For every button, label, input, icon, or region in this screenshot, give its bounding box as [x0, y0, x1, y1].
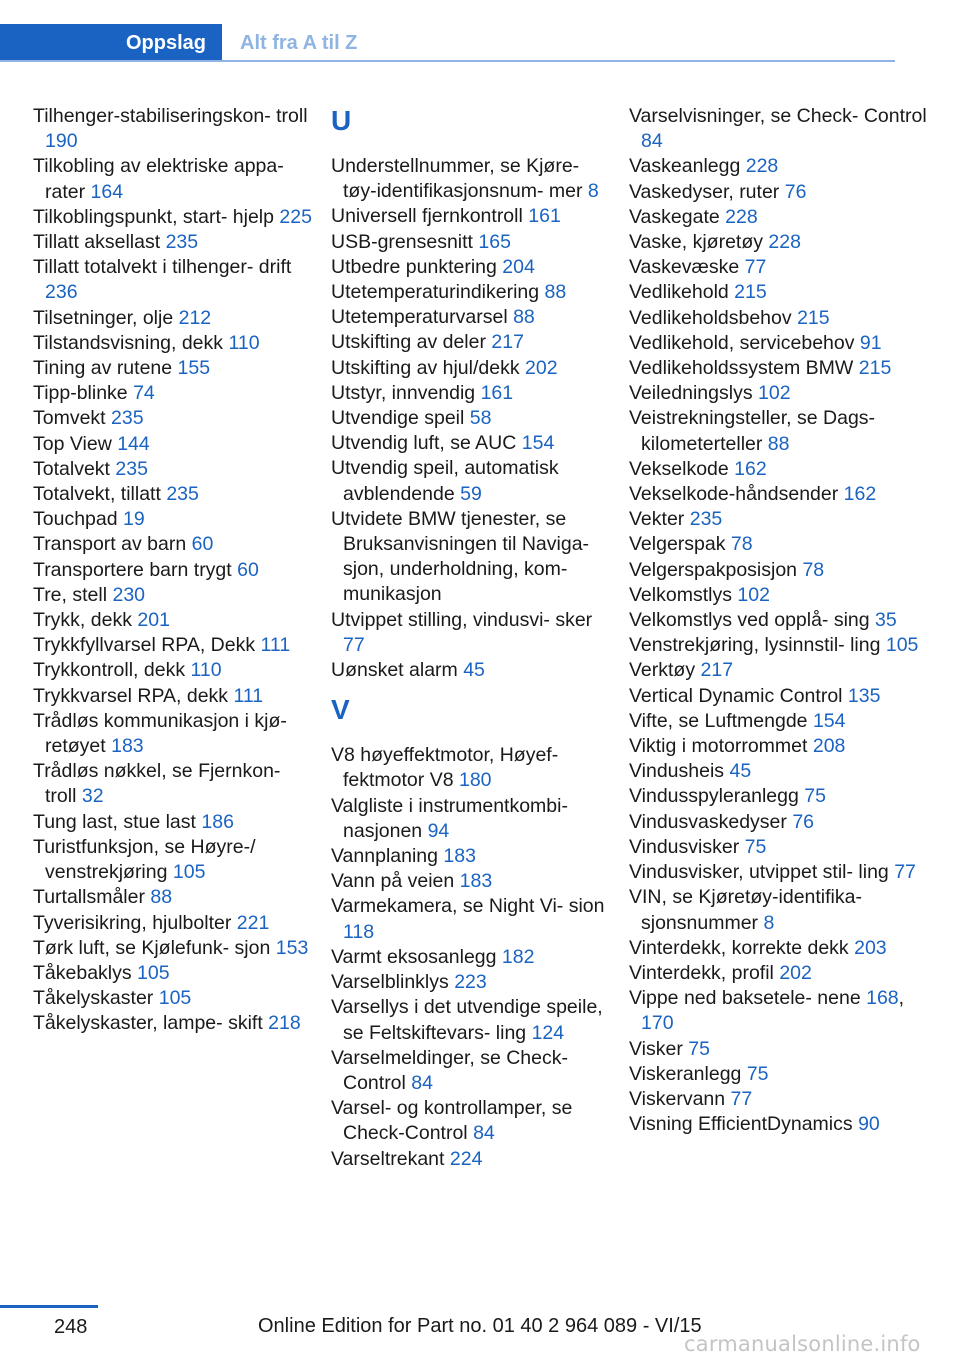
- page-link[interactable]: 215: [858, 357, 892, 380]
- index-entry: [331, 1096, 611, 1146]
- index-entry: [331, 794, 611, 844]
- page-link[interactable]: 59: [460, 482, 482, 505]
- page-link[interactable]: 223: [454, 971, 487, 994]
- index-term: Vaskegate: [629, 205, 720, 228]
- index-term: Utstyr, innvendig: [331, 381, 476, 404]
- index-entry: [331, 743, 611, 793]
- index-entry: [331, 869, 611, 894]
- index-entry: [33, 558, 313, 583]
- index-entry: [331, 431, 611, 456]
- index-entry: [331, 1147, 611, 1172]
- index-term: Universell fjernkontroll: [331, 205, 523, 228]
- index-entry: [33, 583, 313, 608]
- index-term: V8 høyeffektmotor, Høyef‐ fektmotor V8: [331, 744, 559, 792]
- page-link[interactable]: 154: [812, 709, 846, 732]
- index-term: Utetemperaturvarsel: [331, 306, 508, 329]
- page-link[interactable]: 170: [641, 1012, 674, 1035]
- index-term: Utskifting av deler: [331, 331, 486, 354]
- index-entry: [33, 230, 313, 255]
- page-link[interactable]: 35: [875, 609, 897, 632]
- index-term: Vinterdekk, korrekte dekk: [629, 936, 849, 959]
- page-link[interactable]: 183: [443, 845, 476, 868]
- header-bar: [0, 0, 960, 62]
- index-term: Utvippet stilling, vindusvi‐ sker: [331, 608, 593, 631]
- index-term: Tåkebaklys: [33, 961, 132, 984]
- page-link[interactable]: 225: [279, 205, 312, 228]
- index-entry: [629, 280, 929, 305]
- index-term: Tung last, stue last: [33, 810, 196, 833]
- index-term: Tåkelyskaster: [33, 987, 154, 1010]
- index-term: Trådløs kommunikasjon i kjø‐ retøyet: [33, 709, 287, 758]
- page-link[interactable]: 228: [745, 155, 779, 178]
- index-term: Varsellys i det utvendige speile, se Feltskiftevars‐ ling: [331, 996, 603, 1044]
- page-link[interactable]: 224: [449, 1147, 483, 1170]
- index-entry: [33, 911, 313, 936]
- index-term: Top View: [33, 432, 112, 455]
- index-term: Vekselkode-håndsender: [629, 483, 839, 506]
- index-entry: [33, 532, 313, 557]
- footer-divider: [0, 1305, 98, 1308]
- page-link[interactable]: 60: [191, 533, 214, 556]
- index-entry: [629, 507, 929, 532]
- index-entry: [331, 280, 611, 305]
- index-term: Utvidete BMW tjenester, se Bruksanvisningen til Naviga‐ sjon, underholdning, kom‐ munikasjon: [331, 507, 590, 606]
- page-link[interactable]: 75: [746, 1062, 769, 1085]
- index-entry: [629, 810, 929, 835]
- page-link[interactable]: 183: [111, 735, 144, 758]
- index-entry: [331, 995, 611, 1045]
- page-link[interactable]: 77: [730, 1087, 753, 1110]
- page-link[interactable]: 165: [478, 230, 511, 253]
- page-link[interactable]: 78: [802, 558, 825, 581]
- index-entry: [629, 608, 929, 633]
- page-link[interactable]: 84: [411, 1071, 433, 1094]
- index-term: Tining av rutene: [33, 357, 173, 380]
- index-term: Tilkobling av elektriske appa‐ rater: [33, 155, 284, 203]
- page-link[interactable]: 217: [700, 659, 734, 682]
- index-entry: [629, 457, 929, 482]
- index-entry: [629, 331, 929, 356]
- page-link[interactable]: 94: [427, 819, 450, 842]
- section-letter: V: [331, 694, 350, 726]
- page-link[interactable]: 153: [275, 936, 309, 959]
- index-entry: [629, 532, 929, 557]
- index-term: Utbedre punktering: [331, 255, 497, 278]
- index-entry: [629, 633, 929, 658]
- index-entry: [33, 356, 313, 381]
- index-term: Trådløs nøkkel, se Fjernkon‐ troll: [33, 760, 281, 808]
- index-term: Tåkelyskaster, lampe‐ skift: [33, 1012, 263, 1035]
- page-link[interactable]: 208: [812, 735, 846, 758]
- index-term: Varmekamera, se Night Vi‐ sion: [331, 895, 605, 918]
- index-entry: [331, 330, 611, 355]
- page-link[interactable]: 111: [260, 634, 291, 657]
- index-term: Venstrekjøring, lysinnstil‐ ling: [629, 634, 881, 657]
- page-link[interactable]: 90: [858, 1113, 880, 1136]
- page-link[interactable]: 45: [463, 659, 485, 682]
- index-term: Tilstandsvisning, dekk: [33, 331, 224, 354]
- index-term: Tørk luft, se Kjølefunk‐ sjon: [33, 936, 271, 959]
- index-term: Totalvekt, tillatt: [33, 483, 161, 506]
- index-entry: [331, 894, 611, 944]
- index-entry: [331, 406, 611, 431]
- index-entry: [629, 709, 929, 734]
- index-term: Vertical Dynamic Control: [629, 684, 843, 707]
- page-link[interactable]: 77: [894, 861, 916, 884]
- edition-text: Online Edition for Part no. 01 40 2 964 089 - VI/15: [258, 1315, 702, 1337]
- index-entry: [629, 205, 929, 230]
- page-link[interactable]: 162: [843, 483, 877, 506]
- index-entry: [331, 945, 611, 970]
- index-term: Totalvekt: [33, 457, 110, 480]
- index-term: Veistrekningsteller, se Dags‐ kilometerteller: [629, 407, 876, 455]
- index-entry: [33, 154, 313, 204]
- index-term: Tilhenger-stabiliseringskon‐ troll: [33, 105, 308, 127]
- index-entry: [629, 936, 929, 961]
- page-link[interactable]: 182: [501, 945, 535, 968]
- header-divider: [0, 60, 895, 62]
- watermark: carmanualsonline.info: [684, 1332, 921, 1356]
- index-entry: [331, 507, 611, 608]
- index-term: Tipp-blinke: [33, 382, 128, 405]
- index-entry: [33, 381, 313, 406]
- index-term: Vinterdekk, profil: [629, 961, 774, 984]
- index-term: Vekter: [629, 508, 685, 531]
- index-entry: [629, 406, 929, 456]
- page-link[interactable]: 45: [729, 760, 752, 783]
- index-column-1: [33, 104, 313, 1037]
- index-entry: [33, 306, 313, 331]
- page-link[interactable]: 58: [469, 407, 492, 430]
- page-link[interactable]: 88: [150, 886, 173, 909]
- page-link[interactable]: 88: [544, 281, 567, 304]
- index-term: Trykkontroll, dekk: [33, 659, 186, 682]
- page-link[interactable]: 111: [233, 684, 264, 707]
- index-term: Understellnummer, se Kjøre‐ tøy-identifikasjonsnum‐ mer: [331, 155, 583, 203]
- index-entry: [331, 356, 611, 381]
- page-link[interactable]: 75: [804, 785, 826, 808]
- page-link[interactable]: 235: [111, 407, 144, 430]
- page-link[interactable]: 91: [859, 331, 882, 354]
- index-term: Vindusvaskedyser: [629, 810, 787, 833]
- page-link[interactable]: 235: [115, 457, 148, 480]
- index-term: Vekselkode: [629, 457, 729, 480]
- index-term: Veiledningslys: [629, 382, 753, 405]
- index-entry: [629, 558, 929, 583]
- index-entry: [629, 154, 929, 179]
- page-link[interactable]: 217: [491, 331, 524, 354]
- index-term: Utetemperaturindikering: [331, 281, 540, 304]
- index-term: VIN, se Kjøretøy-identifika‐ sjonsnummer: [629, 886, 862, 934]
- index-term: Utvendig luft, se AUC: [331, 432, 517, 455]
- page-link[interactable]: 8: [763, 911, 775, 934]
- index-term: Viskeranlegg: [629, 1062, 742, 1085]
- page-link[interactable]: 190: [45, 130, 78, 153]
- page-link[interactable]: 183: [459, 870, 493, 893]
- index-term: Varselvisninger, se Check- Control: [629, 105, 927, 127]
- index-term: Verktøy: [629, 659, 696, 682]
- page-link[interactable]: 105: [137, 961, 170, 984]
- index-entry: [629, 658, 929, 683]
- page-link[interactable]: 155: [177, 357, 211, 380]
- index-term: Vippe ned baksetele‐ nene: [629, 987, 861, 1010]
- index-entry: [629, 1112, 929, 1137]
- index-entry: [629, 1087, 929, 1112]
- index-term: Viktig i motorrommet: [629, 735, 808, 758]
- index-term: Transport av barn: [33, 533, 187, 556]
- index-term: Visning EfficientDynamics: [629, 1113, 853, 1136]
- index-term: Vedlikehold, servicebehov: [629, 331, 855, 354]
- index-term: Tomvekt: [33, 407, 106, 430]
- page-link[interactable]: 202: [525, 356, 558, 379]
- index-entry: [33, 1011, 313, 1036]
- index-entry: [33, 885, 313, 910]
- index-entry: [33, 709, 313, 759]
- page-link[interactable]: 204: [502, 255, 535, 278]
- page-link[interactable]: 78: [730, 533, 753, 556]
- index-term: Varmt eksosanlegg: [331, 945, 497, 968]
- index-entry: [33, 457, 313, 482]
- index-entry: [33, 658, 313, 683]
- index-term: Vedlikehold: [629, 281, 729, 304]
- page-link[interactable]: 203: [854, 936, 887, 959]
- index-entry: [331, 255, 611, 280]
- index-entry: [331, 1046, 611, 1096]
- index-term: Tyverisikring, hjulbolter: [33, 911, 232, 934]
- index-term: Vedlikeholdsbehov: [629, 306, 792, 329]
- index-term: Vann på veien: [331, 870, 455, 893]
- index-term: Tilsetninger, olje: [33, 306, 174, 329]
- index-term: Tre, stell: [33, 583, 108, 606]
- index-term: Utvendige speil: [331, 407, 465, 430]
- index-entry: [33, 104, 313, 154]
- page-number: 248: [54, 1316, 88, 1338]
- index-entry: [33, 255, 313, 305]
- index-column-3: [629, 104, 929, 1137]
- page-link[interactable]: 105: [885, 634, 919, 657]
- page-link[interactable]: 144: [117, 432, 150, 455]
- index-term: Vaskeanlegg: [629, 155, 741, 178]
- index-entry: [33, 482, 313, 507]
- index-term: Utvendig speil, automatisk avblendende: [331, 457, 559, 505]
- page-link[interactable]: 202: [779, 961, 812, 984]
- page-link[interactable]: 228: [725, 205, 758, 228]
- index-entry: [629, 1062, 929, 1087]
- index-entry: [33, 331, 313, 356]
- index-term: Varsel- og kontrollamper, se Check-Control: [331, 1097, 573, 1145]
- page-link[interactable]: 84: [473, 1122, 495, 1145]
- page-link[interactable]: 76: [792, 810, 815, 833]
- index-term: Touchpad: [33, 508, 118, 531]
- page-link[interactable]: 32: [81, 785, 104, 808]
- index-term: Turistfunksjon, se Høyre-/ venstrekjøring: [33, 835, 256, 884]
- tab-alt-fra-a-til-z[interactable]: Alt fra A til Z: [240, 31, 358, 54]
- page-link[interactable]: 19: [123, 508, 145, 531]
- index-entry: [629, 482, 929, 507]
- page-link[interactable]: 75: [744, 835, 767, 858]
- index-entry: [331, 230, 611, 255]
- page-link[interactable]: 228: [768, 231, 801, 254]
- page-link[interactable]: 164: [90, 180, 124, 203]
- index-term: Vindusspyleranlegg: [629, 785, 799, 808]
- page-link[interactable]: 186: [201, 810, 234, 833]
- page-link[interactable]: 235: [689, 508, 723, 531]
- page-link[interactable]: 77: [744, 256, 767, 279]
- index-entry: [331, 381, 611, 406]
- page-link[interactable]: 77: [343, 633, 365, 656]
- page-link[interactable]: 110: [228, 331, 260, 354]
- page-link[interactable]: 60: [237, 558, 259, 581]
- tab-oppslag[interactable]: Oppslag: [0, 24, 222, 62]
- index-entry: [331, 456, 611, 506]
- page-link[interactable]: 76: [784, 180, 807, 203]
- index-entry: [33, 810, 313, 835]
- index-entry: [629, 356, 929, 381]
- index-entry: [629, 759, 929, 784]
- index-term: Uønsket alarm: [331, 659, 458, 682]
- index-entry: [331, 658, 611, 683]
- index-entry: [629, 104, 929, 154]
- index-entry: [33, 961, 313, 986]
- index-entry: [331, 154, 611, 204]
- index-entry: Vippe ned baksetele‐ nene 168, 170: [629, 987, 905, 1035]
- index-term: Vindusvisker: [629, 835, 740, 858]
- index-entry: [33, 608, 313, 633]
- index-entry: [33, 936, 313, 961]
- index-column-2: [331, 104, 611, 1172]
- index-term: Tillatt aksellast: [33, 231, 161, 254]
- page-link[interactable]: 162: [734, 457, 767, 480]
- index-entry: [629, 255, 929, 280]
- page-link[interactable]: 201: [137, 609, 170, 632]
- index-entry: [629, 885, 929, 935]
- index-term: Visker: [629, 1037, 683, 1060]
- index-entry: [33, 406, 313, 431]
- index-term: Vindusheis: [629, 760, 725, 783]
- index-entry: [33, 759, 313, 809]
- index-term: Vifte, se Luftmengde: [629, 709, 808, 732]
- page-link[interactable]: 154: [521, 432, 555, 455]
- index-entry: [33, 507, 313, 532]
- page-link[interactable]: 161: [480, 381, 514, 404]
- page-link[interactable]: 235: [165, 231, 199, 254]
- index-term: Trykkvarsel RPA, dekk: [33, 684, 229, 707]
- index-entry: [331, 844, 611, 869]
- index-entry: [629, 961, 929, 986]
- index-term: Utskifting av hjul/dekk: [331, 356, 520, 379]
- index-term: Varselblinklys: [331, 971, 449, 994]
- page-link[interactable]: 235: [166, 483, 199, 506]
- page-link[interactable]: 84: [641, 130, 663, 153]
- page-link[interactable]: 215: [797, 306, 830, 329]
- page-link[interactable]: 236: [45, 281, 78, 304]
- page-link[interactable]: 105: [172, 861, 206, 884]
- index-term: Vaskevæske: [629, 256, 740, 279]
- index-entry: [33, 432, 313, 457]
- page-link[interactable]: 180: [458, 769, 492, 792]
- index-entry: [331, 608, 611, 658]
- index-entry: [331, 305, 611, 330]
- page-link[interactable]: 102: [758, 382, 791, 405]
- page-link[interactable]: 230: [112, 583, 146, 606]
- page-link[interactable]: 135: [847, 684, 881, 707]
- index-term: Varselmeldinger, se Check- Control: [331, 1046, 568, 1094]
- page-link[interactable]: 124: [531, 1021, 565, 1044]
- index-entry: [33, 986, 313, 1011]
- index-term: Vaske, kjøretøy: [629, 231, 763, 254]
- index-entry: [629, 583, 929, 608]
- page-link[interactable]: 75: [688, 1037, 710, 1060]
- index-entry: [331, 970, 611, 995]
- index-entry: [33, 835, 313, 885]
- page-link[interactable]: 105: [158, 987, 192, 1010]
- section-letter: U: [331, 105, 352, 136]
- index-term: Vedlikeholdssystem BMW: [629, 357, 854, 380]
- index-term: Velgerspakposisjon: [629, 558, 798, 581]
- page-link[interactable]: 168: [866, 987, 899, 1010]
- index-entry: [629, 180, 929, 205]
- index-term: Viskervann: [629, 1087, 726, 1110]
- index-entry: [629, 381, 929, 406]
- page-link[interactable]: 215: [734, 281, 767, 304]
- index-entry: [629, 684, 929, 709]
- page-link[interactable]: 88: [767, 432, 790, 455]
- index-term: Valgliste i instrumentkombi‐ nasjonen: [331, 794, 568, 842]
- index-term: Velgerspak: [629, 533, 726, 556]
- page-link[interactable]: 218: [268, 1012, 301, 1035]
- index-entry: [33, 684, 313, 709]
- index-entry: [331, 204, 611, 229]
- index-term: Varseltrekant: [331, 1147, 445, 1170]
- index-term: Velkomstlys: [629, 583, 732, 606]
- page-link[interactable]: 212: [178, 306, 212, 329]
- index-entry: [629, 784, 929, 809]
- index-term: Vaskedyser, ruter: [629, 180, 780, 203]
- index-entry: [33, 205, 313, 230]
- page-link[interactable]: 221: [236, 911, 270, 934]
- index-entry: [33, 633, 313, 658]
- index-term: Trykk, dekk: [33, 609, 132, 632]
- index-term: USB-grensesnitt: [331, 230, 473, 253]
- index-entry: [629, 230, 929, 255]
- index-term: Tillatt totalvekt i tilhenger‐ drift: [33, 256, 292, 279]
- index-term: Vindusvisker, utvippet stil‐ ling: [629, 861, 889, 884]
- page-link[interactable]: 161: [528, 205, 561, 228]
- page-link[interactable]: 88: [513, 306, 535, 329]
- page-link[interactable]: 8: [587, 180, 599, 203]
- index-term: Turtallsmåler: [33, 886, 145, 909]
- page-link[interactable]: 74: [133, 382, 155, 405]
- index-term: Trykkfyllvarsel RPA, Dekk: [33, 634, 256, 657]
- page-link[interactable]: 118: [343, 920, 375, 943]
- index-entry: [629, 860, 929, 885]
- index-term: Tilkoblingspunkt, start‐ hjelp: [33, 205, 274, 228]
- index-entry: [629, 734, 929, 759]
- index-entry: [629, 306, 929, 331]
- index-term: Vannplaning: [331, 845, 438, 868]
- page-link[interactable]: 110: [190, 659, 222, 682]
- page-link[interactable]: 102: [737, 583, 770, 606]
- index-term: Transportere barn trygt: [33, 558, 232, 581]
- index-term: Velkomstlys ved opplå‐ sing: [629, 609, 870, 632]
- index-entry: [629, 835, 929, 860]
- index-entry: [629, 1037, 929, 1062]
